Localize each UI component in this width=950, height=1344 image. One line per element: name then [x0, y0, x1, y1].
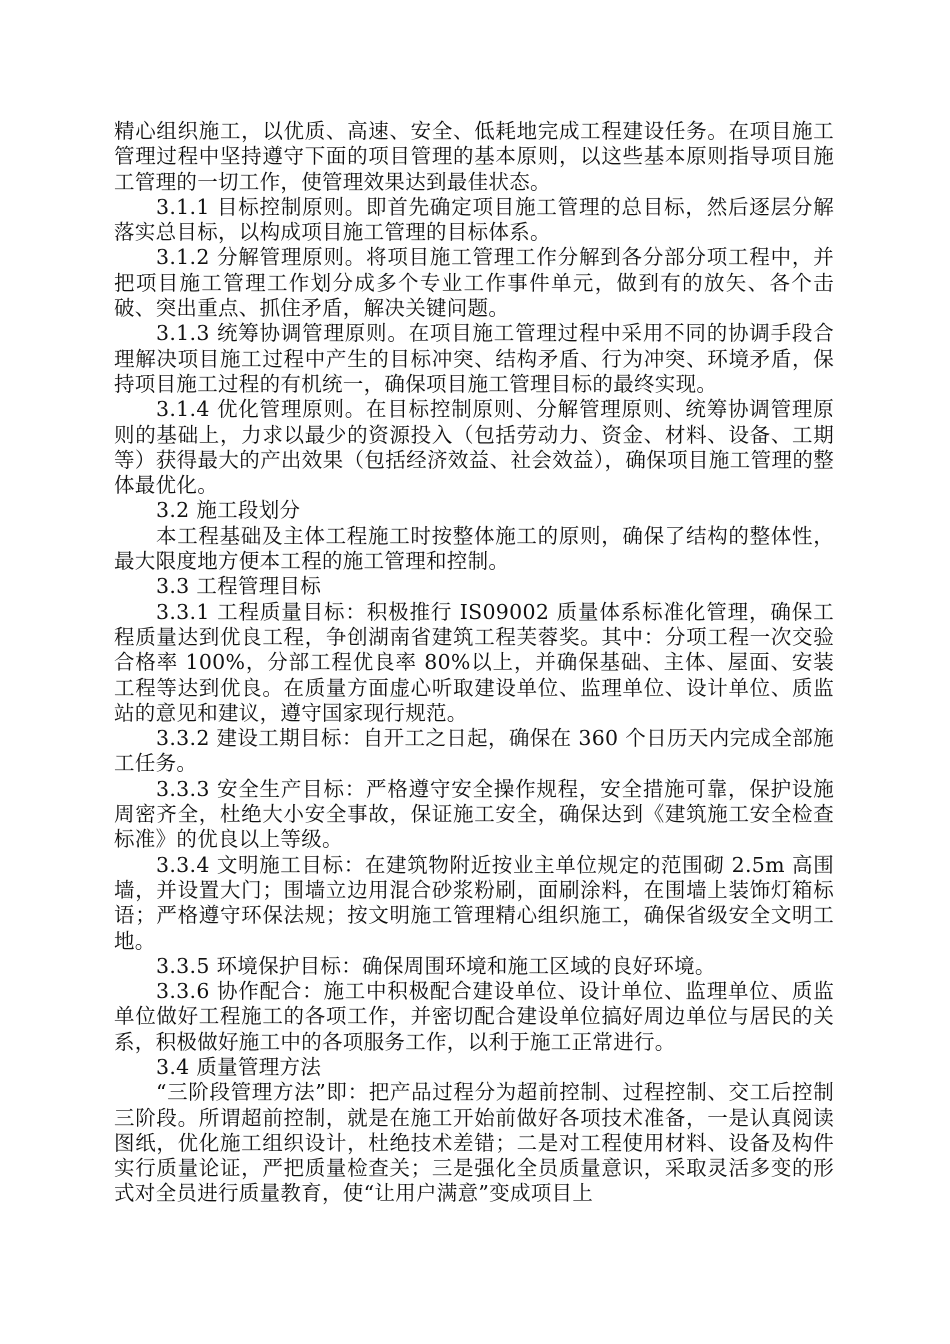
document-body [114, 119, 834, 1207]
paragraph-environment-target: 3.3.5 环境保护目标：确保周围环境和施工区域的良好环境。 [156, 953, 716, 978]
paragraph-quality-target: 3.3.1 工程质量目标：积极推行 IS09002 质量体系标准化管理，确保工程质量达到优良工程，争创湖南省建筑工程芙蓉奖。其中：分项工程一次交验合格率 100%，分部工程优良率 80%以上，并确保基础、主体、屋面、安装工程等达到优良。在质量方面虚心听取建设单位、监理单位、设计单位、质监站的意见和建议，遵守国家现行规范。 [114, 599, 834, 725]
paragraph-optimization-principle: 3.1.4 优化管理原则。在目标控制原则、分解管理原则、统筹协调管理原则的基础上，力求以最少的资源投入（包括劳动力、资金、材料、设备、工期等）获得最大的产出效果（包括经济效益、社会效益），确保项目施工管理的整体最优化。 [114, 397, 834, 498]
paragraph-civilized-construction-target: 3.3.4 文明施工目标：在建筑物附近按业主单位规定的范围砌 2.5m 高围墙，并设置大门；围墙立边用混合砂浆粉刷，面刷涂料，在围墙上装饰灯箱标语；严格遵守环保法规；按文明施工管理精心组织施工，确保省级安全文明工地。 [114, 852, 834, 953]
section-heading-quality-methods: 3.4 质量管理方法 [156, 1054, 322, 1079]
paragraph-intro: 精心组织施工，以优质、高速、安全、低耗地完成工程建设任务。在项目施工管理过程中坚持遵守下面的项目管理的基本原则，以这些基本原则指导项目施工管理的一切工作，使管理效果达到最佳状态。 [114, 119, 834, 194]
section-heading-construction-sections: 3.2 施工段划分 [156, 498, 301, 523]
paragraph-schedule-target: 3.3.2 建设工期目标：自开工之日起，确保在 360 个日历天内完成全部施工任务。 [114, 726, 834, 776]
paragraph-safety-target: 3.3.3 安全生产目标：严格遵守安全操作规程，安全措施可靠，保护设施周密齐全，杜绝大小安全事故，保证施工安全，确保达到《建筑施工安全检查标准》的优良以上等级。 [114, 776, 834, 852]
paragraph-cooperation: 3.3.6 协作配合：施工中积极配合建设单位、设计单位、监理单位、质监单位做好工程施工的各项工作，并密切配合建设单位搞好周边单位与居民的关系，积极做好施工中的各项服务工作，以利于施工正常进行。 [114, 979, 834, 1054]
paragraph-construction-sections: 本工程基础及主体工程施工时按整体施工的原则，确保了结构的整体性，最大限度地方便本工程的施工管理和控制。 [114, 523, 834, 574]
paragraph-target-control-principle: 3.1.1 目标控制原则。即首先确定项目施工管理的总目标，然后逐层分解落实总目标，以构成项目施工管理的目标体系。 [114, 194, 834, 245]
paragraph-three-stage-method: “三阶段管理方法”即：把产品过程分为超前控制、过程控制、交工后控制三阶段。所谓超前控制，就是在施工开始前做好各项技术准备，一是认真阅读图纸，优化施工组织设计，杜绝技术差错；二是对工程使用材料、设备及构件实行质量论证，严把质量检查关；三是强化全员质量意识，采取灵活多变的形式对全员进行质量教育，使“让用户满意”变成项目上 [114, 1080, 834, 1206]
paragraph-coordination-principle: 3.1.3 统筹协调管理原则。在项目施工管理过程中采用不同的协调手段合理解决项目施工过程中产生的目标冲突、结构矛盾、行为冲突、环境矛盾，保持项目施工过程的有机统一，确保项目施工管理目标的最终实现。 [114, 321, 834, 396]
section-heading-management-targets: 3.3 工程管理目标 [156, 574, 322, 599]
paragraph-decomposition-principle: 3.1.2 分解管理原则。将项目施工管理工作分解到各分部分项工程中，并把项目施工管理工作划分成多个专业工作事件单元，做到有的放矢、各个击破、突出重点、抓住矛盾，解决关键问题。 [114, 245, 834, 321]
